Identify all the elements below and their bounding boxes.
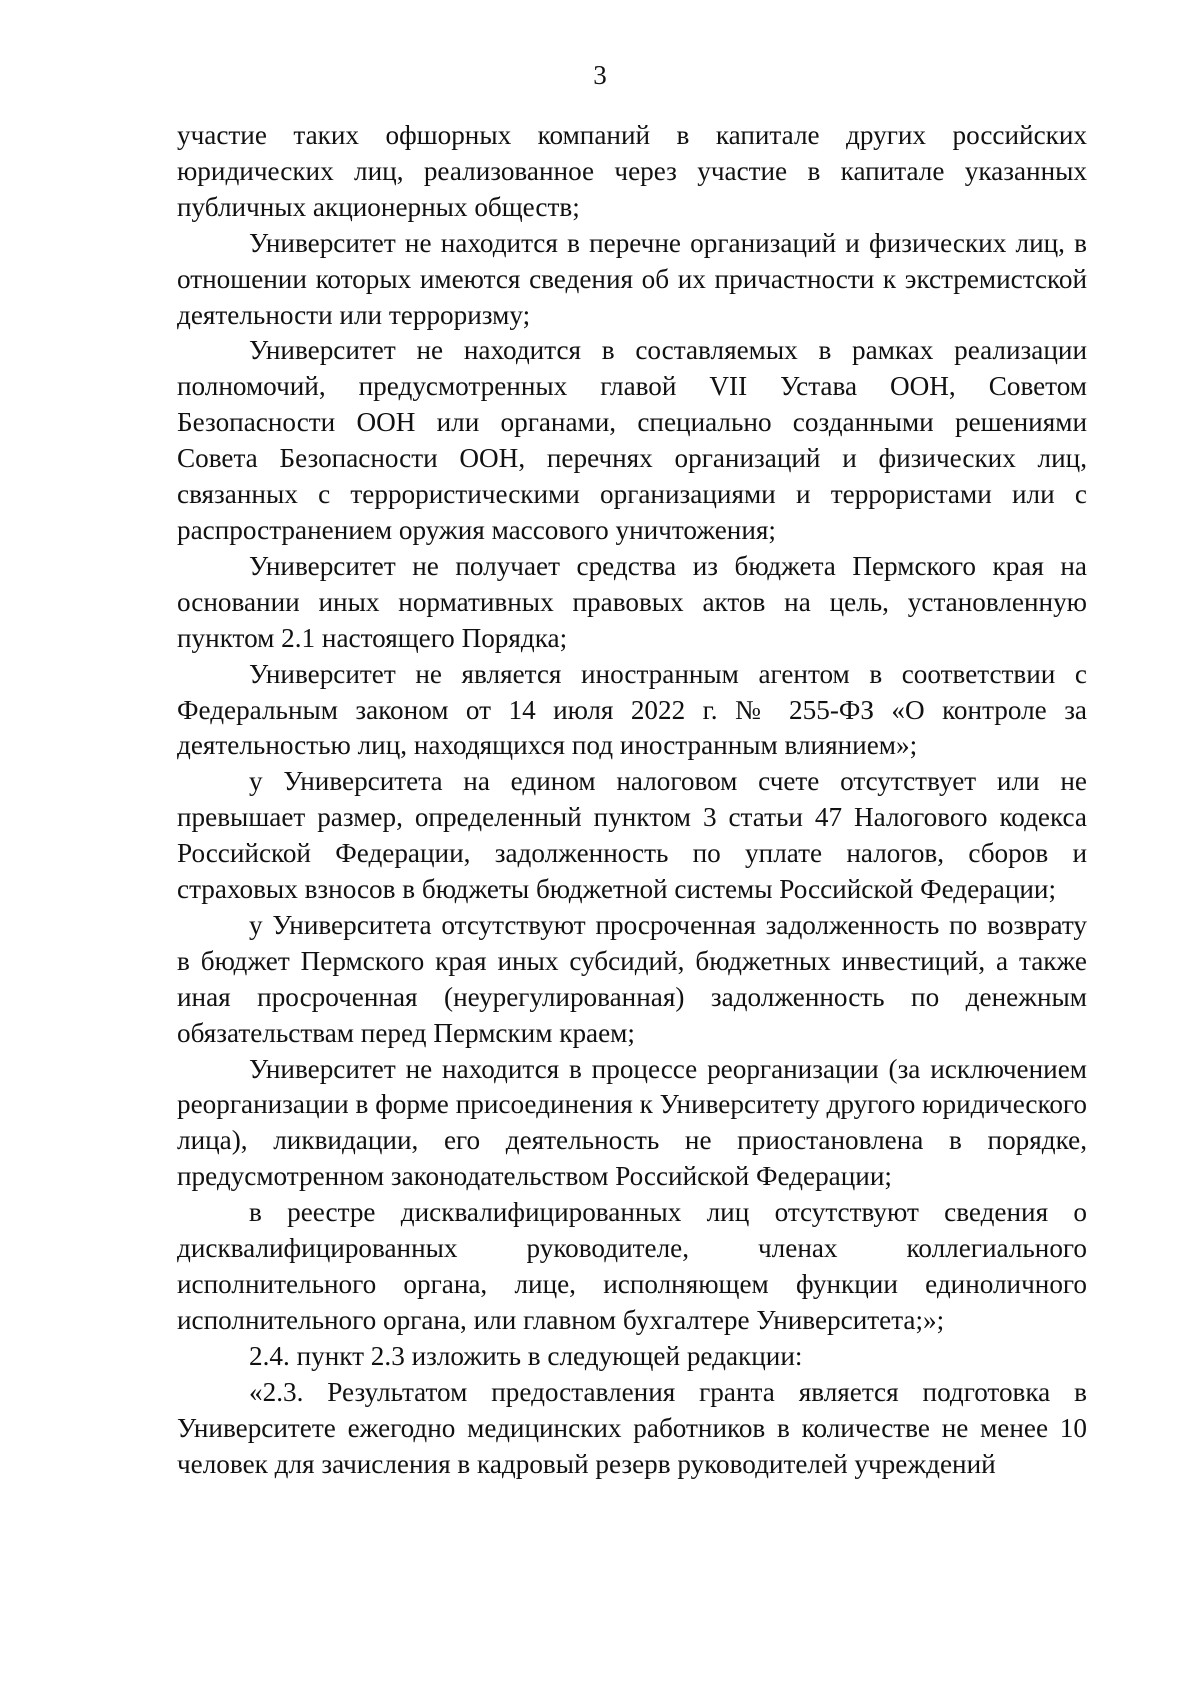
- paragraph-disqualified-persons: в реестре дисквалифицированных лиц отсутствуют сведения о дисквалифицированных руководителе, членах коллегиального исполнительного органа, лице, исполняющем функции единоличного исполнительного органа, или главном бухгалтере Университета;»;: [177, 1197, 1087, 1335]
- paragraph-extremism-list: Университет не находится в перечне организаций и физических лиц, в отношении которых имеются сведения об их причастности к экстремистской деятельности или терроризму;: [177, 227, 1087, 330]
- paragraph-clause-2-3-result: «2.3. Результатом предоставления гранта является подготовка в Университете ежегодно медицинских работников в количестве не менее 10 человек для зачисления в кадровый резерв руководителей учреждений: [177, 1376, 1087, 1479]
- paragraph-foreign-agent: Университет не является иностранным агентом в соответствии с Федеральным законом от 14 июля 2022 г. № 255-ФЗ «О контроле за деятельностью лиц, находящихся под иностранным влиянием»;: [177, 658, 1087, 761]
- page-number: 3: [593, 60, 607, 90]
- paragraph-reorganization: Университет не находится в процессе реорганизации (за исключением реорганизации в форме присоединения к Университету другого юридического лица), ликвидации, его деятельность не приостановлена в порядке, предусмотренном законодательством Российской Федерации;: [177, 1053, 1087, 1192]
- document-body: [177, 118, 1087, 1482]
- paragraph-no-other-budget-funds: Университет не получает средства из бюджета Пермского края на основании иных нормативных правовых актов на цель, установленную пунктом 2.1 настоящего Порядка;: [177, 550, 1087, 653]
- paragraph-un-security-council-lists: Университет не находится в составляемых в рамках реализации полномочий, предусмотренных главой VII Устава ООН, Советом Безопасности ООН или органами, специально созданными решениями Совета Безопасности ООН, перечнях организаций и физических лиц, связанных с террористическими организациями и террористами или с распространением оружия массового уничтожения;: [177, 335, 1087, 545]
- paragraph-clause-2-4: 2.4. пункт 2.3 изложить в следующей редакции:: [249, 1340, 803, 1371]
- paragraph-offshore-participation: участие таких офшорных компаний в капитале других российских юридических лиц, реализованное через участие в капитале указанных публичных акционерных обществ;: [177, 120, 1087, 222]
- paragraph-tax-debt: у Университета на едином налоговом счете отсутствует или не превышает размер, определенный пунктом 3 статьи 47 Налогового кодекса Российской Федерации, задолженность по уплате налогов, сборов и страховых взносов в бюджеты бюджетной системы Российской Федерации;: [177, 766, 1087, 905]
- paragraph-overdue-debt: у Университета отсутствуют просроченная задолженность по возврату в бюджет Пермского края иных субсидий, бюджетных инвестиций, а также иная просроченная (неурегулированная) задолженность по денежным обязательствам перед Пермским краем;: [177, 909, 1087, 1048]
